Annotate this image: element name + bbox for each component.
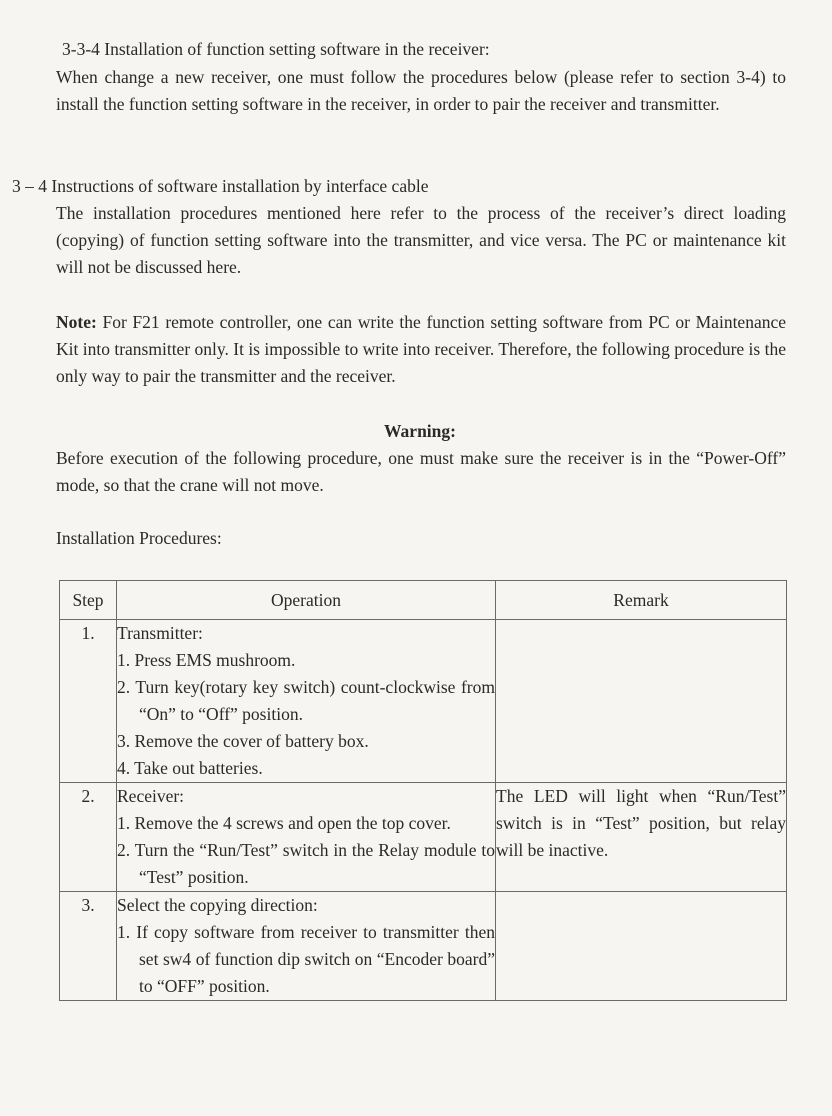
section-334-heading: 3-3-4 Installation of function setting software in the receiver: (62, 39, 490, 59)
operation-cell (117, 620, 496, 783)
header-operation: Operation (117, 581, 496, 620)
operation-item: 1. Press EMS mushroom. (117, 650, 296, 670)
warning-title: Warning: (384, 421, 456, 441)
operation-item: 2. Turn key(rotary key switch) count-clockwise from “On” to “Off” position. (117, 677, 495, 724)
operation-item: 3. Remove the cover of battery box. (117, 731, 369, 751)
note-paragraph (56, 309, 786, 390)
remark-cell (496, 620, 787, 783)
operation-item: 2. Turn the “Run/Test” switch in the Relay module to “Test” position. (117, 840, 495, 887)
installation-steps-table (59, 580, 787, 1001)
step-number: 3. (60, 892, 117, 1001)
operation-item: 1. If copy software from receiver to transmitter then set sw4 of function dip switch on “Encoder board” to “OFF” position. (117, 922, 495, 996)
warning-text: Before execution of the following procedure, one must make sure the receiver is in the “Power-Off” mode, so that the crane will not move. (56, 448, 786, 495)
operation-cell (117, 783, 496, 892)
installation-procedures-label: Installation Procedures: (56, 528, 222, 548)
step-number: 2. (60, 783, 117, 892)
operation-item: 1. Remove the 4 screws and open the top cover. (117, 813, 451, 833)
table-row (60, 892, 787, 1001)
remark-cell: The LED will light when “Run/Test” switch is in “Test” position, but relay will be inactive. (496, 783, 787, 892)
section-34-heading: 3 – 4 Instructions of software installation by interface cable (12, 176, 429, 196)
operation-title: Transmitter: (117, 623, 203, 643)
operation-title: Receiver: (117, 786, 185, 806)
remark-cell (496, 892, 787, 1001)
table-header-row (60, 581, 787, 620)
header-remark: Remark (496, 581, 787, 620)
table-row (60, 620, 787, 783)
operation-title: Select the copying direction: (117, 895, 318, 915)
section-34-body: The installation procedures mentioned here refer to the process of the receiver’s direct loading (copying) of function setting software into the transmitter, and vice versa. The PC or maintenance kit will not be discussed here. (56, 203, 786, 277)
header-step: Step (60, 581, 117, 620)
table-row (60, 783, 787, 892)
step-number: 1. (60, 620, 117, 783)
note-text: For F21 remote controller, one can write the function setting software from PC or Maintenance Kit into transmitter only. It is impossible to write into receiver. Therefore, the following procedure is the only way to pair the transmitter and the receiver. (56, 312, 786, 386)
operation-cell (117, 892, 496, 1001)
section-334-body: When change a new receiver, one must follow the procedures below (please refer to section 3-4) to install the function setting software in the receiver, in order to pair the receiver and transmitter. (56, 67, 786, 114)
operation-item: 4. Take out batteries. (117, 758, 263, 778)
note-label: Note: (56, 312, 97, 332)
